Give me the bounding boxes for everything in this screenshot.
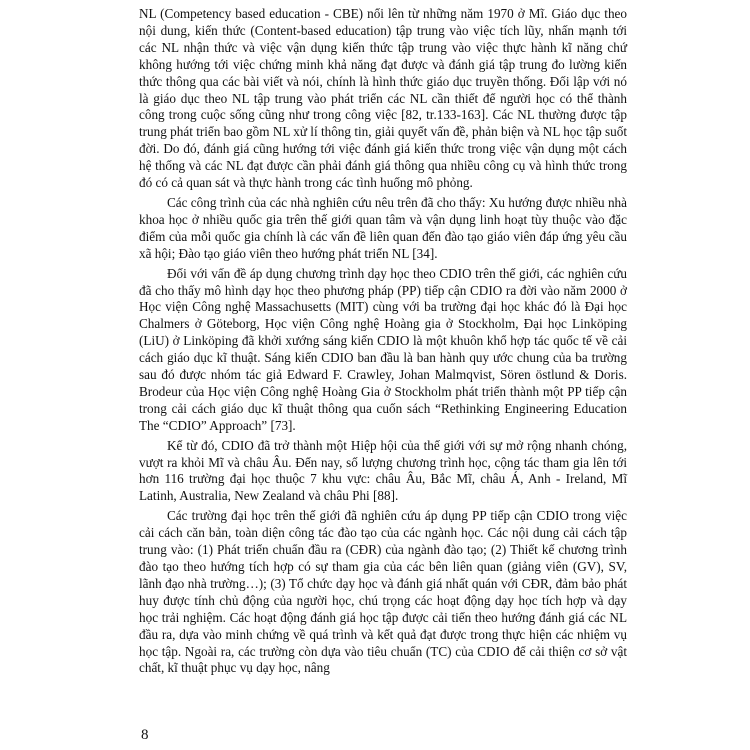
paragraph-5: Các trường đại học trên thế giới đã nghiên cứu áp dụng PP tiếp cận CDIO trong việc cải cách căn bản, toàn diện công tác đào tạo của các ngành học. Các nội dung cải cách tập trung vào: (1) Phát triển chuẩn đầu ra (CĐR) của ngành đào tạo; (2) Thiết kế chương trình đào tạo theo hướng tích hợp có sự tham gia của các bên liên quan (giảng viên (GV), SV, lãnh đạo nhà trường…); (3) Tổ chức dạy học và đánh giá nhất quán với CĐR, đảm bảo phát huy được tính chủ động của người học, chú trọng các hoạt động dạy học tích hợp và dạy học trải nghiệm. Các hoạt động đánh giá học tập được cải tiến theo hướng đánh giá các NL đầu ra, dựa vào minh chứng về quá trình và kết quả đạt được trong thực hiện các nhiệm vụ học tập. Ngoài ra, các trường còn dựa vào tiêu chuẩn (TC) của CDIO để cải thiện cơ sở vật chất, kĩ thuật phục vụ dạy học, nâng xyxy=(139,508,627,676)
page-number: 8 xyxy=(141,727,149,743)
body-text xyxy=(139,6,627,680)
paragraph-2: Các công trình của các nhà nghiên cứu nêu trên đã cho thấy: Xu hướng được nhiều nhà khoa học ở nhiều quốc gia trên thế giới quan tâm và vận dụng linh hoạt tùy thuộc vào đặc điểm của mỗi quốc gia chính là các vấn đề liên quan đến đào tạo giáo viên đáp ứng yêu cầu xã hội; Đào tạo giáo viên theo hướng phát triển NL [34]. xyxy=(139,194,627,261)
paragraph-1: NL (Competency based education - CBE) nổi lên từ những năm 1970 ở Mĩ. Giáo dục theo nội dung, kiến thức (Content-based education) tập trung vào việc tích lũy, nhấn mạnh tới các NL nhận thức và việc vận dụng kiến thức tập trung vào việc thực hành kĩ năng chứ không hướng tới việc chứng minh khả năng đạt được và đánh giá tập trung đo lường kiến thức thông qua các bài viết và nói, chính là hình thức giáo dục truyền thống. Đối lập với nó là giáo dục theo NL tập trung vào phát triển các NL cần thiết để người học có thể thành công trong cuộc sống cũng như trong công việc [82, tr.133-163]. Các NL thường được tập trung phát triển bao gồm NL xử lí thông tin, giải quyết vấn đề, phản biện và NL học tập suốt đời. Do đó, đánh giá cũng hướng tới việc đánh giá kiến thức trong việc vận dụng một cách hệ thống và các NL đạt được cần phải đánh giá thông qua nhiều công cụ và hình thức trong đó có cả quan sát và thực hành trong các tình huống mô phỏng. xyxy=(139,6,627,191)
paragraph-4: Kể từ đó, CDIO đã trở thành một Hiệp hội của thế giới với sự mở rộng nhanh chóng, vượt ra khỏi Mĩ và châu Âu. Đến nay, số lượng chương trình học, cộng tác tham gia lên tới hơn 116 trường đại học thuộc 7 khu vực: châu Âu, Bắc Mĩ, châu Á, Anh - Ireland, Mĩ Latinh, Australia, New Zealand và châu Phi [88]. xyxy=(139,437,627,504)
paragraph-3: Đối với vấn đề áp dụng chương trình dạy học theo CDIO trên thế giới, các nghiên cứu đã cho thấy mô hình dạy học theo phương pháp (PP) tiếp cận CDIO ra đời vào năm 2000 ở Học viện Công nghệ Massachusetts (MIT) cùng với ba trường đại học khác đó là Đại học Chalmers ở Göteborg, Học viện Công nghệ Hoàng gia ở Stockholm, Đại học Linköping (LiU) ở Linköping đã khởi xướng sáng kiến CDIO là một khuôn khổ hợp tác quốc tế về cải cách giáo dục kĩ thuật. Sáng kiến CDIO ban đầu là ban hành quy ước chung của ba trường sau đó được nhóm tác giả Edward F. Crawley, Johan Malmqvist, Sören östlund & Doris. Brodeur của Học viện Công nghệ Hoàng Gia ở Stockholm phát triển thành một PP tiếp cận trong cải cách giáo dục kĩ thuật thông qua cuốn sách “Rethinking Engineering Education The “CDIO” Approach” [73]. xyxy=(139,265,627,433)
